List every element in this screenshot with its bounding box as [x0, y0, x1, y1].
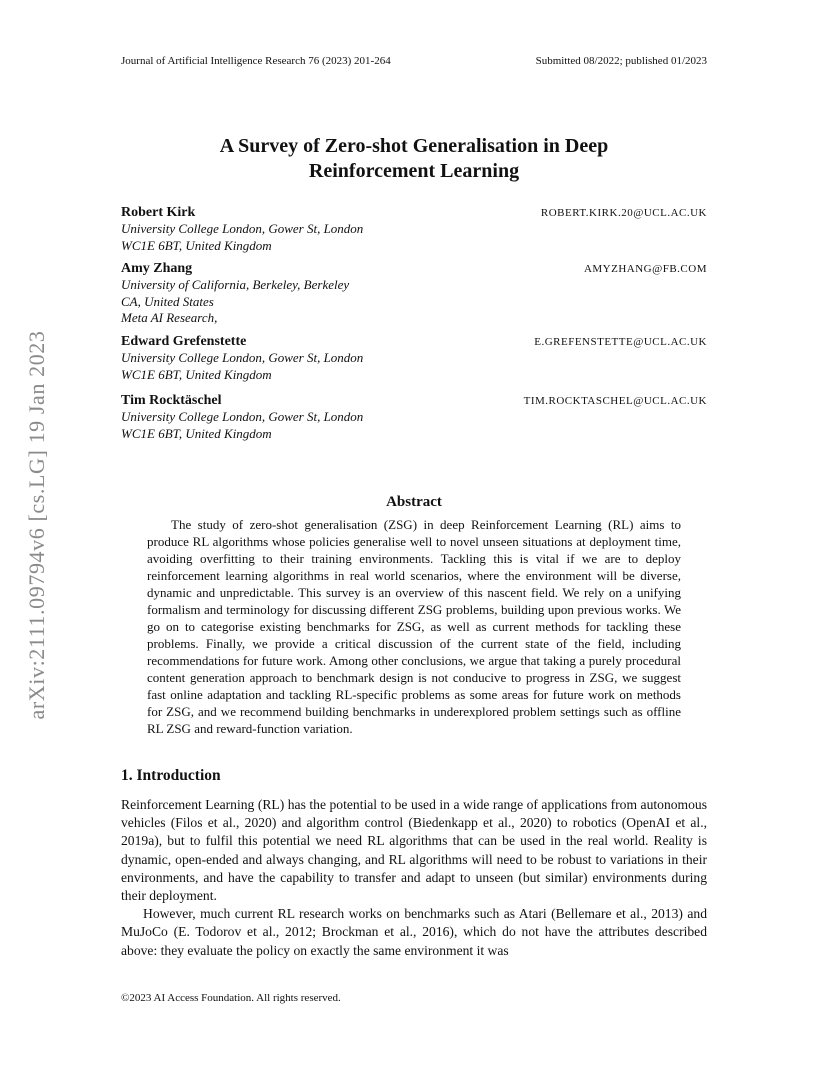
affiliation-line: University College London, Gower St, London: [121, 221, 364, 236]
author-block: [121, 261, 707, 327]
author-affiliation: [121, 277, 707, 327]
author-email[interactable]: E.GREFENSTETTE@UCL.AC.UK: [534, 336, 707, 348]
affiliation-line: WC1E 6BT, United Kingdom: [121, 425, 272, 441]
author-email[interactable]: AMYZHANG@FB.COM: [583, 263, 707, 275]
author-name: Edward Grefenstette: [121, 334, 247, 349]
copyright-footer: ©2023 AI Access Foundation. All rights reserved.: [121, 992, 341, 1004]
submission-dates: Submitted 08/2022; published 01/2023: [535, 55, 707, 67]
affiliation-line: University of California, Berkeley, Berkeley: [121, 277, 350, 292]
affiliation-line: WC1E 6BT, United Kingdom: [121, 237, 272, 253]
affiliation-line: WC1E 6BT, United Kingdom: [121, 366, 272, 382]
author-block: [121, 393, 707, 442]
author-name: Tim Rocktäschel: [121, 393, 222, 408]
author-name: Amy Zhang: [121, 261, 193, 276]
affiliation-line: University College London, Gower St, London: [121, 409, 364, 424]
author-affiliation: [121, 221, 707, 254]
arxiv-stamp: arXiv:2111.09794v6 [cs.LG] 19 Jan 2023: [24, 330, 49, 720]
abstract-text: The study of zero-shot generalisation (ZSG) in deep Reinforcement Learning (RL) aims to produce RL algorithms whose policies generalise well to novel unseen situations at deployment time, avoiding overfitting to their training environments. Tackling this is vital if we are to deploy reinforcement learning algorithms in real world scenarios, where the environment will be diverse, dynamic and unpredictable. This survey is an overview of this nascent field. We rely on a unifying formalism and terminology for discussing different ZSG problems, building upon previous works. We go on to categorise existing benchmarks for ZSG, as well as current methods for tackling these problems. Finally, we provide a critical discussion of the current state of the field, including recommendations for future work. Among other conclusions, we argue that taking a purely procedural content generation approach to benchmark design is not conducive to progress in ZSG, we suggest fast online adaptation and tackling RL-specific problems as some areas for future work on methods for ZSG, and we recommend building benchmarks in underexplored problem settings such as offline RL ZSG and reward-function variation.: [147, 517, 681, 736]
author-email[interactable]: ROBERT.KIRK.20@UCL.AC.UK: [540, 207, 707, 219]
paper-title: [0, 134, 828, 184]
title-line: A Survey of Zero-shot Generalisation in Deep: [219, 135, 609, 157]
paragraph: Reinforcement Learning (RL) has the potential to be used in a wide range of applications from autonomous vehicles (Filos et al., 2020) and algorithm control (Biedenkapp et al., 2020) to robotics (OpenAI et al., 2019a), but to fulfil this potential we need RL algorithms that can be used in the real world. Reality is dynamic, open-ended and always changing, and RL algorithms will need to be robust to variations in their environments, and have the capability to transfer and adapt to unseen (but similar) environments during their deployment.: [121, 797, 707, 904]
affiliation-line: Meta AI Research,: [121, 310, 218, 325]
author-block: [121, 334, 707, 383]
author-affiliation: [121, 350, 707, 383]
journal-header: Journal of Artificial Intelligence Research 76 (2023) 201-264: [121, 55, 391, 67]
affiliation-line: CA, United States: [121, 293, 214, 309]
paragraph: However, much current RL research works on benchmarks such as Atari (Bellemare et al., 2013) and MuJoCo (E. Todorov et al., 2012; Brockman et al., 2016), which do not have the attributes described above: they evaluate the policy on exactly the same environment it was: [121, 906, 707, 958]
author-name: Robert Kirk: [121, 205, 196, 220]
title-line: Reinforcement Learning: [308, 160, 520, 182]
section-heading: 1. Introduction: [121, 767, 221, 784]
introduction-body: [121, 796, 707, 960]
author-email[interactable]: TIM.ROCKTASCHEL@UCL.AC.UK: [523, 395, 707, 407]
affiliation-line: University College London, Gower St, London: [121, 350, 364, 365]
author-block: [121, 205, 707, 254]
author-affiliation: [121, 409, 707, 442]
abstract-heading: Abstract: [386, 494, 442, 510]
